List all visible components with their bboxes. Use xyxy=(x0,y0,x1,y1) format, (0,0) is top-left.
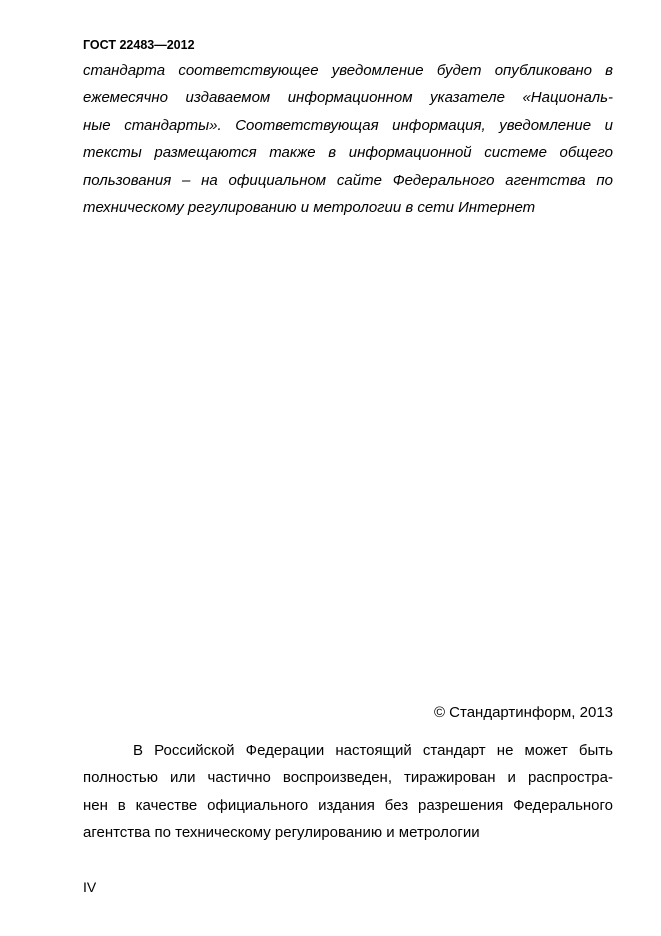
reproduction-rights-paragraph xyxy=(83,737,613,847)
rights-line: агентства по техническому регулированию и метрологии xyxy=(83,824,480,842)
notice-line: пользования – на официальном сайте Федерального агентства по xyxy=(83,171,613,189)
document-header: ГОСТ 22483—2012 xyxy=(83,38,195,52)
page-number: IV xyxy=(83,879,97,895)
rights-line: В Российской Федерации настоящий стандарт не может быть xyxy=(133,742,613,759)
publication-notice xyxy=(83,57,613,221)
notice-line: ежемесячно издаваемом информационном указателе «Националь- xyxy=(83,89,613,107)
notice-line: техническому регулированию и метрологии в сети Интернет xyxy=(83,198,536,216)
rights-line: нен в качестве официального издания без разрешения Федерального xyxy=(83,796,613,814)
notice-line: ные стандарты». Соответствующая информация, уведомление и xyxy=(83,116,613,134)
notice-line: стандарта соответствующее уведомление будет опубликовано в xyxy=(83,62,613,79)
rights-line: полностью или частично воспроизведен, тиражирован и распростра- xyxy=(83,769,613,787)
copyright-notice: © Стандартинформ, 2013 xyxy=(433,704,613,721)
notice-line: тексты размещаются также в информационной системе общего xyxy=(83,144,613,162)
